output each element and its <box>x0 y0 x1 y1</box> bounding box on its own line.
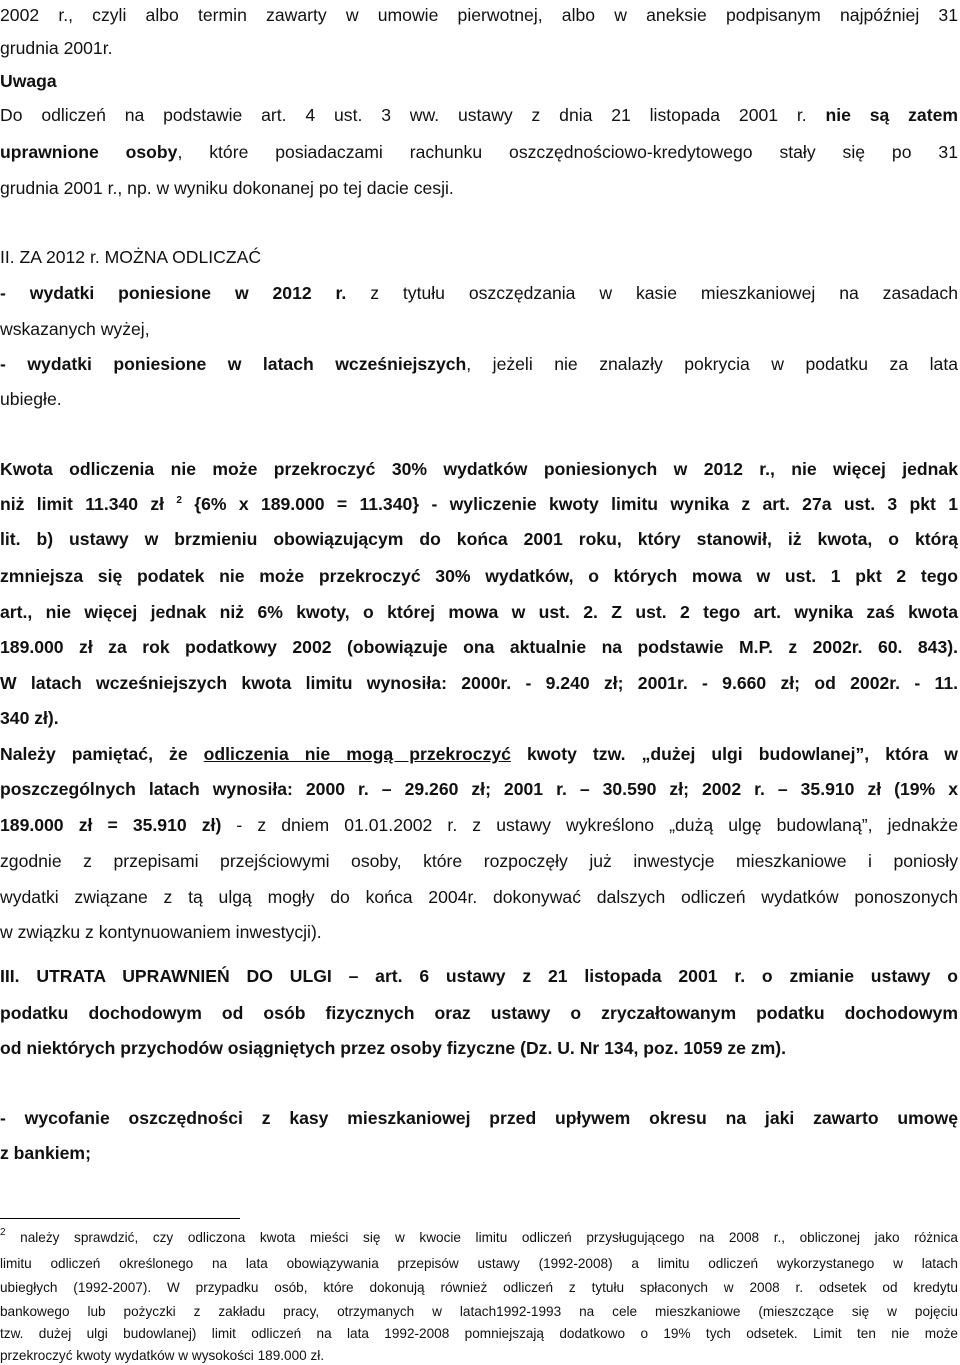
section-3-bullet-1-cont: z bankiem; <box>0 1143 91 1163</box>
footnote-line-3: ubiegłych (1992-2007). W przypadku osób, które dokonują również odliczeń z tytułu spłaconych w 2008 r. odsetek od kredytu <box>0 1280 958 1295</box>
section-2-bullet-1-cont: wskazanych wyżej, <box>0 319 150 339</box>
section-2-bullet-2: - wydatki poniesione w latach wcześniejszych, jeżeli nie znalazły pokrycia w podatku za lata <box>0 354 958 374</box>
uwaga-heading: Uwaga <box>0 71 57 91</box>
section-2-bullet-1: - wydatki poniesione w 2012 r. z tytułu oszczędzania w kasie mieszkaniowej na zasadach <box>0 283 958 303</box>
note-line-6: w związku z kontynuowaniem inwestycji). <box>0 922 322 942</box>
intro-line-5: uprawnione osoby, które posiadaczami rachunku oszczędnościowo-kredytowego stały się po 31 <box>0 142 958 162</box>
section-3-bullet-1: - wycofanie oszczędności z kasy mieszkaniowej przed upływem okresu na jaki zawarto umowę <box>0 1108 958 1128</box>
footnote-line-4: bankowego lub pożyczki z zakładu pracy, otrzymanych w latach1992-1993 na cele mieszkaniowe (mieszczące się w pojęciu <box>0 1304 958 1319</box>
note-line-5: wydatki związane z tą ulgą mogły do końca 2004r. dokonywać dalszych odliczeń wydatków ponoszonych <box>0 887 958 907</box>
note-line-4: zgodnie z przepisami przejściowymi osoby, które rozpoczęły już inwestycje mieszkaniowe i poniosły <box>0 851 958 871</box>
footnote-separator <box>0 1218 240 1219</box>
intro-line-4: Do odliczeń na podstawie art. 4 ust. 3 ww. ustawy z dnia 21 listopada 2001 r. nie są zatem <box>0 105 958 125</box>
section-3-heading-line-3: od niektórych przychodów osiągniętych przez osoby fizyczne (Dz. U. Nr 134, poz. 1059 ze zm). <box>0 1038 787 1058</box>
footnote-line-5: tzw. dużej ulgi budowlanej) limit odliczeń na lata 1992-2008 pomniejszają dodatkowo o 19% tych odsetek. Limit ten nie może <box>0 1326 958 1341</box>
limit-line-3: lit. b) ustawy w brzmieniu obowiązującym do końca 2001 roku, który stanowił, iż kwota, o którą <box>0 529 958 549</box>
note-line-2: poszczególnych latach wynosiła: 2000 r. – 29.260 zł; 2001 r. – 30.590 zł; 2002 r. – 35.910 zł (19% x <box>0 779 958 799</box>
footnote-marker: 2 <box>0 1227 6 1238</box>
intro-line-1: 2002 r., czyli albo termin zawarty w umowie pierwotnej, albo w aneksie podpisanym najpóźniej 31 <box>0 5 958 25</box>
limit-line-8: 340 zł). <box>0 708 59 728</box>
intro-line-6: grudnia 2001 r., np. w wyniku dokonanej po tej dacie cesji. <box>0 178 454 198</box>
footnote-line-1: $^2$ należy sprawdzić, czy odliczona kwota mieści się w kwocie limitu odliczeń przysługującego na 2008 r., obliczonej jako różnica <box>0 1227 958 1245</box>
intro-line-2: grudnia 2001r. <box>0 38 113 58</box>
limit-line-7: W latach wcześniejszych kwota limitu wynosiła: 2000r. - 9.240 zł; 2001r. - 9.660 zł; od 2002r. - 11. <box>0 673 958 693</box>
note-line-1: Należy pamiętać, że odliczenia nie mogą przekroczyć kwoty tzw. „dużej ulgi budowlanej”, która w <box>0 744 958 764</box>
section-2-bullet-2-cont: ubiegłe. <box>0 389 62 409</box>
limit-line-2: niż limit 11.340 zł $^2$ {6% x 189.000 = 11.340} - wyliczenie kwoty limitu wynika z art. 27a ust. 3 pkt 1 <box>0 494 959 514</box>
note-line-3: 189.000 zł = 35.910 zł) - z dniem 01.01.2002 r. z ustawy wykreślono „dużą ulgę budowlaną”, jednakże <box>0 815 958 835</box>
limit-line-5: art., nie więcej jednak niż 6% kwoty, o której mowa w ust. 2. Z ust. 2 tego art. wynika zaś kwota <box>0 602 958 622</box>
limit-line-4: zmniejsza się podatek nie może przekroczyć 30% wydatków, o których mowa w ust. 1 pkt 2 tego <box>0 566 958 586</box>
section-3-heading-line-1: III. UTRATA UPRAWNIEŃ DO ULGI – art. 6 ustawy z 21 listopada 2001 r. o zmianie ustawy o <box>0 966 958 986</box>
limit-line-1: Kwota odliczenia nie może przekroczyć 30% wydatków poniesionych w 2012 r., nie więcej jednak <box>0 459 958 479</box>
section-3-heading-line-2: podatku dochodowym od osób fizycznych oraz ustawy o zryczałtowanym podatku dochodowym <box>0 1003 958 1023</box>
footnote-line-6: przekroczyć kwoty wydatków w wysokości 189.000 zł. <box>0 1348 325 1363</box>
section-2-heading: II. ZA 2012 r. MOŻNA ODLICZAĆ <box>0 247 262 267</box>
footnote-line-2: limitu odliczeń określonego na lata obowiązywania przepisów ustawy (1992-2008) a limitu odliczeń wykorzystanego w latach <box>0 1256 958 1271</box>
limit-line-6: 189.000 zł za rok podatkowy 2002 (obowiązuje ona aktualnie na podstawie M.P. z 2002r. 60. 843). <box>0 637 958 657</box>
